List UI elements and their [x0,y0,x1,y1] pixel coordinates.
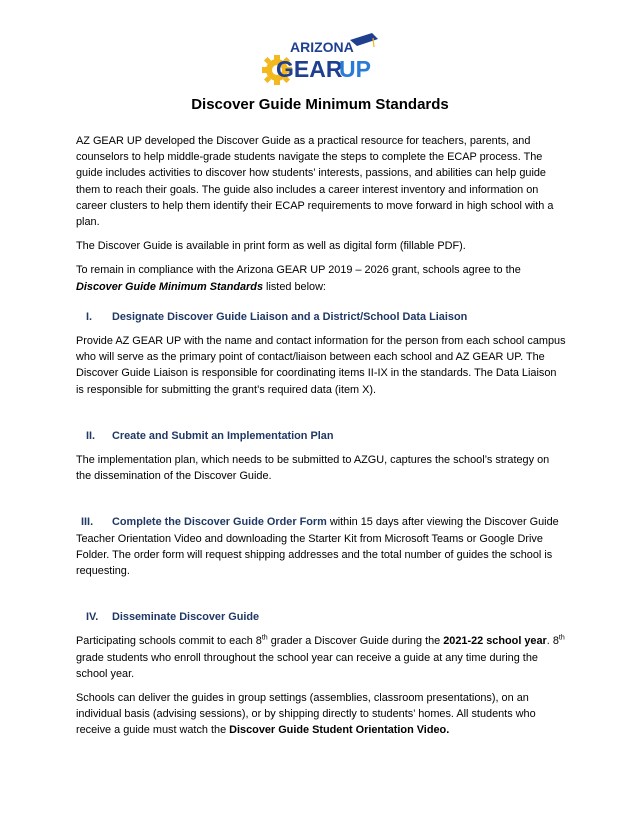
graduation-cap-icon [350,33,378,47]
intro-p3-tail: listed below: [263,280,326,293]
s4-p2-bold: Discover Guide Student Orientation Video. [229,724,450,737]
section-2-number: II. [86,429,96,442]
section-1-title: Designate Discover Guide Liaison and a District/School Data Liaison [112,310,468,323]
s4-p1-a: Participating schools commit to each 8 [76,635,262,648]
section-2-heading [76,428,566,444]
section-3-number: III. [81,516,94,529]
s4-p1-c: . 8 [546,635,559,648]
document-body [76,133,566,739]
logo-gear-text: GEAR [276,56,343,82]
intro-p3-emphasis: Discover Guide Minimum Standards [76,280,263,293]
s4-p1-sup2: th [558,634,565,642]
section-3-title: Complete the Discover Guide Order Form [112,516,327,529]
section-4-paragraph-1 [76,633,566,682]
s4-p2-text: Schools can deliver the guides in group settings (assemblies, classroom presentations), on an individual basis (advising sessions), or by shipping directly to students’ homes. All students who receive a guide must watch the [76,692,536,737]
section-1-heading [76,309,566,325]
s4-p1-b: grader a Discover Guide during the [267,635,444,648]
s4-p1-d: grade students who enroll throughout the school year can receive a guide at any time during the school year. [76,651,538,680]
intro-paragraph-2: The Discover Guide is available in print form as well as digital form (fillable PDF). [76,240,466,253]
section-2-title: Create and Submit an Implementation Plan [112,429,334,442]
section-2-body: The implementation plan, which needs to be submitted to AZGU, captures the school’s strategy on the dissemination of the Discover Guide. [76,454,550,483]
intro-paragraph-3 [76,262,566,294]
logo-arizona-text: ARIZONA [290,39,354,55]
document-title: Discover Guide Minimum Standards [191,96,449,113]
section-4-heading [76,609,566,625]
s4-p1-sup1: th [261,634,268,642]
intro-p3-text: To remain in compliance with the Arizona GEAR UP 2019 – 2026 grant, schools agree to the [76,264,521,277]
logo-up-text: UP [339,56,371,82]
section-1-body: Provide AZ GEAR UP with the name and contact information for the person from each school campus who will serve as the primary point of contact/liaison between each school and AZ GEAR UP. The Discover Guide Liaison is responsible for coordinating items II-IX in the standards. The Data Liaison is responsible for submitting the grant’s required data (item X). [76,335,566,396]
arizona-gear-up-logo [260,30,380,86]
section-1-number: I. [86,310,93,323]
section-4-paragraph-2 [76,690,566,739]
intro-paragraph-1: AZ GEAR UP developed the Discover Guide as a practical resource for teachers, parents, and counselors to help middle-grade students navigate the steps to complete the ECAP process. The guide includes activities to discover how students’ interests, passions, and abilities can help guide them to reach their goals. The guide also includes a career interest inventory and information on career clusters to help them identify their ECAP requirements to move forward in high school with a plan. [76,135,554,229]
s4-p1-bold: 2021-22 school year [443,635,547,648]
section-3-paragraph [76,514,566,579]
section-3-body: within 15 days after viewing the Discover Guide Teacher Orientation Video and downloading the Starter Kit from Microsoft Teams or Google Drive Folder. The order form will request shipping addresses and the total number of guides the school is requesting. [76,516,559,578]
section-4-title: Disseminate Discover Guide [112,611,260,624]
section-4-number: IV. [86,611,99,624]
